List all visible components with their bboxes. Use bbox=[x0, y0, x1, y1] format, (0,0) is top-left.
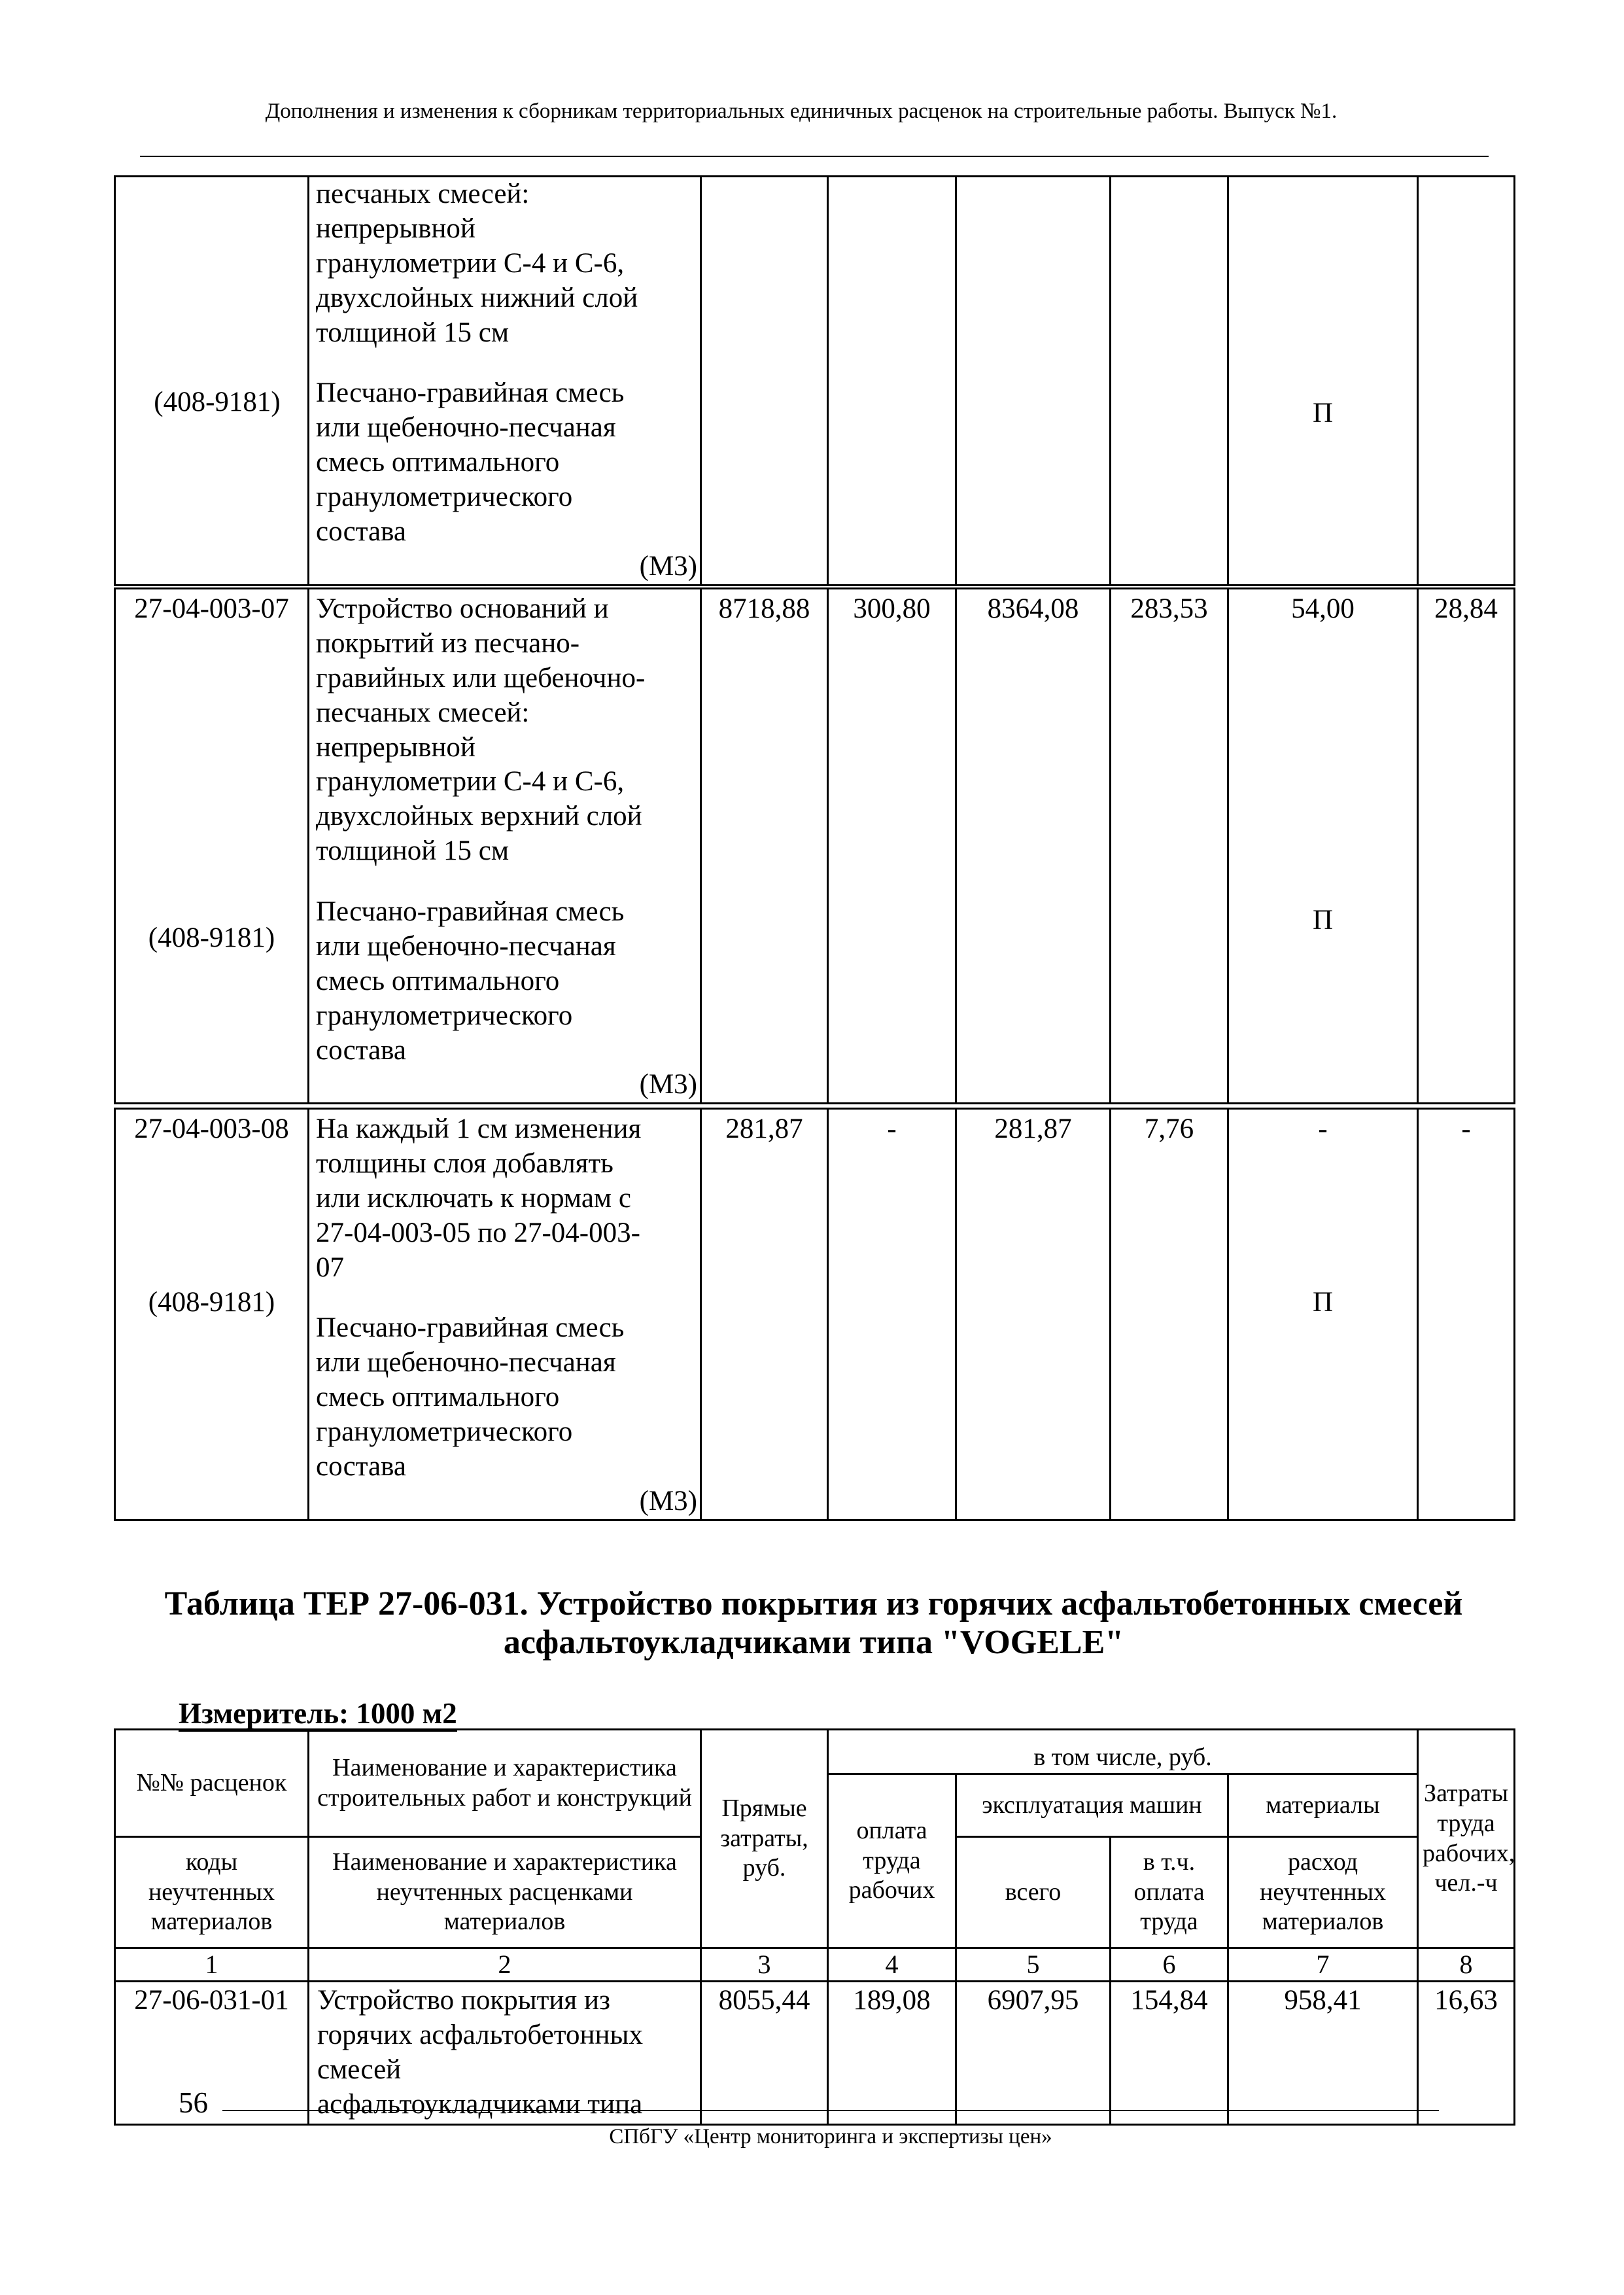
material-desc-line: гранулометрического bbox=[316, 1416, 573, 1447]
rates-table-row-0408 bbox=[114, 1108, 1515, 1521]
materials-cost: 54,00 П bbox=[1228, 589, 1418, 1104]
labor-hours: 16,63 bbox=[1418, 1982, 1515, 2125]
footer-org: СПбГУ «Центр мониторинга и экспертизы цен» bbox=[609, 2125, 1052, 2148]
desc-line: или исключать к нормам с bbox=[316, 1182, 631, 1214]
col7-bottom-header: расход неучтенных материалов bbox=[1228, 1837, 1418, 1948]
col8-header: Затраты труда рабочих, чел.-ч bbox=[1418, 1730, 1515, 1948]
desc-line: гранулометрии С-4 и С-6, bbox=[316, 247, 625, 279]
col-number: 6 bbox=[1111, 1948, 1228, 1982]
rates-table-row-0407 bbox=[114, 587, 1515, 1104]
material-desc-line: смесь оптимального bbox=[316, 447, 560, 478]
machines-total: 281,87 bbox=[956, 1109, 1111, 1520]
direct-cost: 281,87 bbox=[701, 1109, 828, 1520]
col1-top-header: №№ расценок bbox=[115, 1730, 309, 1837]
material-desc-line: смесь оптимального bbox=[316, 1382, 560, 1413]
desc-line: смесей bbox=[317, 2054, 402, 2085]
column-numbers-row bbox=[115, 1948, 1515, 1982]
desc-line: непрерывной bbox=[316, 213, 475, 244]
labor-pay: - bbox=[828, 1109, 956, 1520]
rate-code: 27-04-003-08 bbox=[134, 1113, 289, 1144]
table2-title-line: Таблица ТЕР 27-06-031. Устройство покрытия из горячих асфальтобетонных смесей bbox=[164, 1585, 1463, 1622]
col1-bottom-header: коды неучтенных материалов bbox=[115, 1837, 309, 1948]
header-rule bbox=[140, 156, 1489, 157]
desc-line: непрерывной bbox=[316, 731, 475, 763]
material-mark: П bbox=[1312, 398, 1334, 429]
col5-header: всего bbox=[956, 1837, 1111, 1948]
rates-table-2 bbox=[114, 1728, 1515, 2126]
material-unit: (М3) bbox=[639, 550, 697, 582]
table-row bbox=[115, 1109, 1515, 1520]
desc-line: горячих асфальтобетонных bbox=[317, 2019, 643, 2050]
page-number: 56 bbox=[179, 2086, 208, 2119]
col-number: 5 bbox=[956, 1948, 1111, 1982]
desc-line: покрытий из песчано- bbox=[316, 627, 580, 659]
machines-labor: 283,53 bbox=[1111, 589, 1228, 1104]
material-desc-line: состава bbox=[316, 1450, 406, 1482]
desc-line: 27-04-003-05 по 27-04-003- bbox=[316, 1217, 640, 1248]
materials-top-header: материалы bbox=[1228, 1774, 1418, 1837]
material-code: (408-9181) bbox=[154, 387, 281, 417]
material-code: (408-9181) bbox=[148, 1286, 275, 1318]
material-desc-line: состава bbox=[316, 516, 406, 547]
labor-pay: 300,80 bbox=[828, 589, 956, 1104]
table-row bbox=[115, 177, 1515, 586]
machines-labor: 154,84 bbox=[1111, 1982, 1228, 2125]
material-desc-line: Песчано-гравийная смесь bbox=[316, 1312, 625, 1344]
col-number: 8 bbox=[1418, 1948, 1515, 1982]
col4-header: оплата труда рабочих bbox=[828, 1774, 956, 1948]
measure-unit: Измеритель: 1000 м2 bbox=[179, 1696, 457, 1730]
material-unit: (М3) bbox=[639, 1069, 697, 1100]
desc-line: двухслойных нижний слой bbox=[316, 282, 638, 313]
material-desc-line: смесь оптимального bbox=[316, 965, 560, 996]
materials-cost: - П bbox=[1228, 1109, 1418, 1520]
material-code: (408-9181) bbox=[148, 922, 275, 953]
rate-code: 27-04-003-07 bbox=[134, 593, 289, 624]
material-desc-line: гранулометрического bbox=[316, 482, 573, 512]
header-row bbox=[115, 1730, 1515, 1774]
desc-line: толщиной 15 см bbox=[316, 835, 510, 867]
table-row bbox=[115, 1982, 1515, 2125]
desc-line: асфальтоукладчиками типа bbox=[317, 2088, 643, 2120]
code-cell bbox=[115, 1109, 309, 1520]
machines-total: 6907,95 bbox=[956, 1982, 1111, 2125]
desc-line: двухслойных верхний слой bbox=[316, 801, 642, 832]
material-desc-line: или щебеночно-песчаная bbox=[316, 930, 616, 962]
rate-code: 27-06-031-01 bbox=[115, 1982, 309, 2125]
code-cell bbox=[115, 177, 309, 586]
desc-line: 07 bbox=[316, 1252, 344, 1283]
col-number: 4 bbox=[828, 1948, 956, 1982]
machines-total: 8364,08 bbox=[956, 589, 1111, 1104]
desc-cell bbox=[309, 177, 701, 586]
desc-line: песчаных смесей: bbox=[316, 179, 530, 209]
col3-header: Прямые затраты, руб. bbox=[701, 1730, 828, 1948]
desc-line: гравийных или щебеночно- bbox=[316, 662, 646, 693]
desc-line: На каждый 1 см изменения bbox=[316, 1113, 642, 1144]
material-mark: П bbox=[1312, 1286, 1334, 1318]
material-desc-line: Песчано-гравийная смесь bbox=[316, 896, 625, 927]
table-row bbox=[115, 589, 1515, 1104]
material-desc-line: или щебеночно-песчаная bbox=[316, 1347, 616, 1378]
col-number: 1 bbox=[115, 1948, 309, 1982]
material-desc-line: гранулометрического bbox=[316, 1000, 573, 1031]
labor-pay: 189,08 bbox=[828, 1982, 956, 2125]
material-mark: П bbox=[1312, 904, 1334, 936]
desc-cell bbox=[309, 1982, 701, 2125]
material-desc-line: Песчано-гравийная смесь bbox=[316, 377, 625, 409]
col-number: 2 bbox=[309, 1948, 701, 1982]
desc-cell bbox=[309, 1109, 701, 1520]
group-header: в том числе, руб. bbox=[828, 1730, 1418, 1774]
desc-line: толщиной 15 см bbox=[316, 317, 510, 348]
col-number: 3 bbox=[701, 1948, 828, 1982]
desc-cell bbox=[309, 589, 701, 1104]
col2-bottom-header: Наименование и характеристика неучтенных расценками материалов bbox=[309, 1837, 701, 1948]
labor-hours: 28,84 bbox=[1418, 589, 1515, 1104]
desc-line: толщины слоя добавлять bbox=[316, 1148, 613, 1179]
code-cell bbox=[115, 589, 309, 1104]
col2-top-header: Наименование и характеристика строительных работ и конструкций bbox=[309, 1730, 701, 1837]
desc-line: песчаных смесей: bbox=[316, 697, 530, 728]
material-desc-line: или щебеночно-песчаная bbox=[316, 412, 616, 444]
col-number: 7 bbox=[1228, 1948, 1418, 1982]
desc-line: гранулометрии С-4 и С-6, bbox=[316, 766, 625, 797]
material-unit: (М3) bbox=[639, 1485, 697, 1516]
rates-table-continuation bbox=[114, 175, 1515, 586]
desc-line: Устройство оснований и bbox=[316, 593, 609, 624]
direct-cost: 8718,88 bbox=[701, 589, 828, 1104]
materials-cost: 958,41 bbox=[1228, 1982, 1418, 2125]
machines-header: эксплуатация машин bbox=[956, 1774, 1228, 1837]
machines-labor: 7,76 bbox=[1111, 1109, 1228, 1520]
col6-header: в т.ч. оплата труда bbox=[1111, 1837, 1228, 1948]
direct-cost: 8055,44 bbox=[701, 1982, 828, 2125]
desc-line: Устройство покрытия из bbox=[317, 1985, 610, 2016]
table2-title bbox=[114, 1585, 1513, 1662]
labor-hours: - bbox=[1418, 1109, 1515, 1520]
footer-rule bbox=[222, 2110, 1439, 2111]
page-header: Дополнения и изменения к сборникам территориальных единичных расценок на строительные работы. Выпуск №1. bbox=[265, 99, 1338, 123]
material-desc-line: состава bbox=[316, 1034, 406, 1066]
table2-title-line: асфальтоукладчиками типа "VOGELE" bbox=[503, 1624, 1124, 1662]
